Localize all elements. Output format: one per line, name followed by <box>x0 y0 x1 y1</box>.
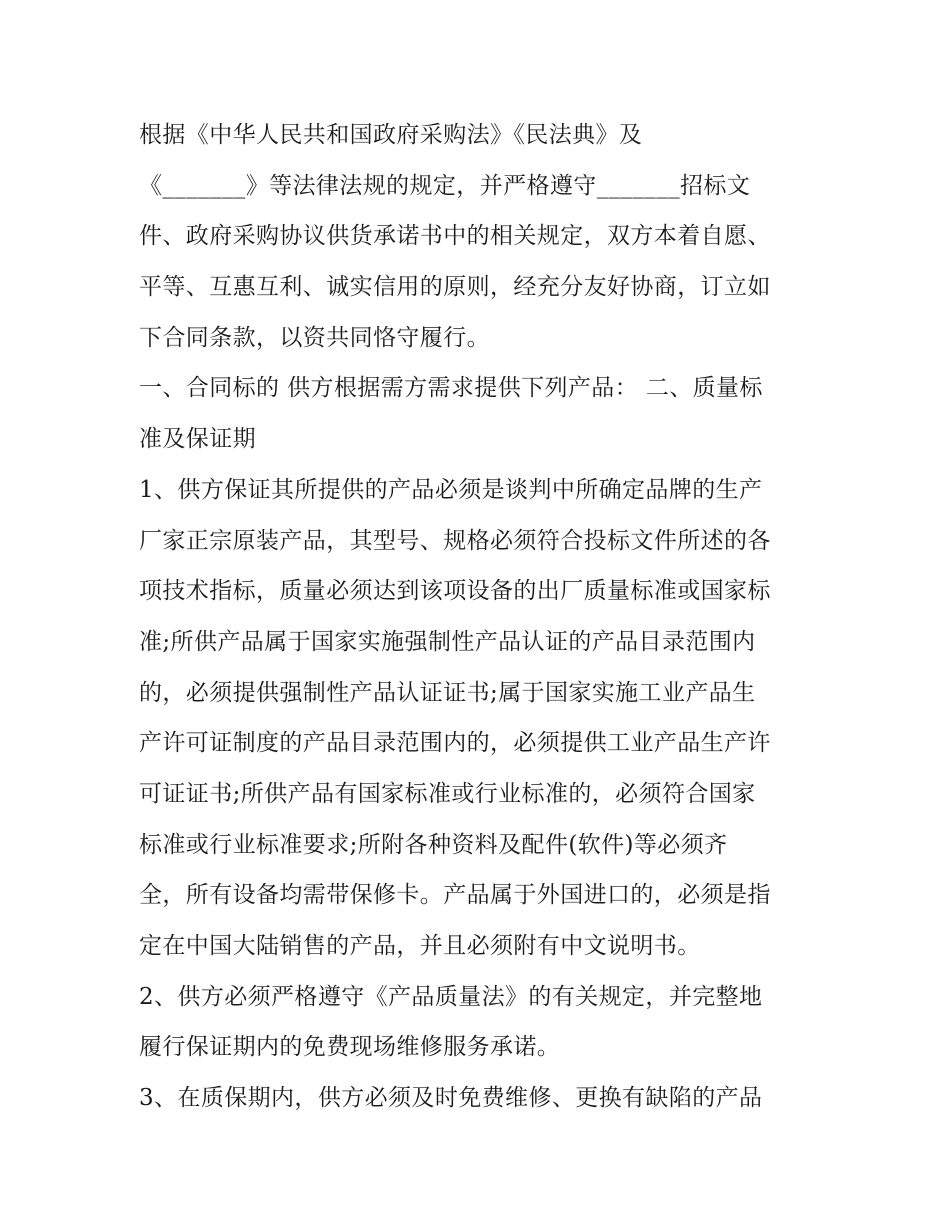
text-line: 3、在质保期内，供方必须及时免费维修、更换有缺陷的产品 <box>139 1085 763 1112</box>
text-line: 全，所有设备均需带保修卡。产品属于外国进口的，必须是指 <box>139 882 771 909</box>
text-line: 准及保证期 <box>139 426 256 453</box>
contract-body-text <box>139 110 829 1124</box>
text-line: 的，必须提供强制性产品认证证书;属于国家实施工业产品生 <box>139 679 756 706</box>
text-line: 下合同条款，以资共同恪守履行。 <box>139 324 490 351</box>
text-line: 件、政府采购协议供货承诺书中的相关规定，双方本着自愿、 <box>139 223 771 250</box>
text-line: 定在中国大陆销售的产品，并且必须附有中文说明书。 <box>139 933 701 959</box>
text-line: 标准或行业标准要求;所附各种资料及配件(软件)等必须齐 <box>139 831 728 858</box>
text-line: 平等、互惠互利、诚实信用的原则，经充分友好协商，订立如 <box>139 274 771 301</box>
text-line: 项技术指标，质量必须达到该项设备的出厂质量标准或国家标 <box>139 578 771 605</box>
text-line: 《_______》等法律法规的规定，并严格遵守_______招标文 <box>139 172 751 199</box>
text-line: 厂家正宗原装产品，其型号、规格必须符合投标文件所述的各 <box>139 527 771 554</box>
text-line: 一、合同标的 供方根据需方需求提供下列产品： 二、质量标 <box>139 375 763 402</box>
text-line: 产许可证制度的产品目录范围内的，必须提供工业产品生产许 <box>139 730 771 757</box>
text-line: 可证证书;所供产品有国家标准或行业标准的，必须符合国家 <box>139 780 756 807</box>
text-line: 1、供方保证其所提供的产品必须是谈判中所确定品牌的生产 <box>139 476 763 503</box>
text-line: 准;所供产品属于国家实施强制性产品认证的产品目录范围内 <box>139 628 756 655</box>
text-line: 根据《中华人民共和国政府采购法》《民法典》及 <box>139 122 643 148</box>
text-line: 履行保证期内的免费现场维修服务承诺。 <box>139 1034 561 1061</box>
text-line: 2、供方必须严格遵守《产品质量法》的有关规定，并完整地 <box>139 983 763 1010</box>
